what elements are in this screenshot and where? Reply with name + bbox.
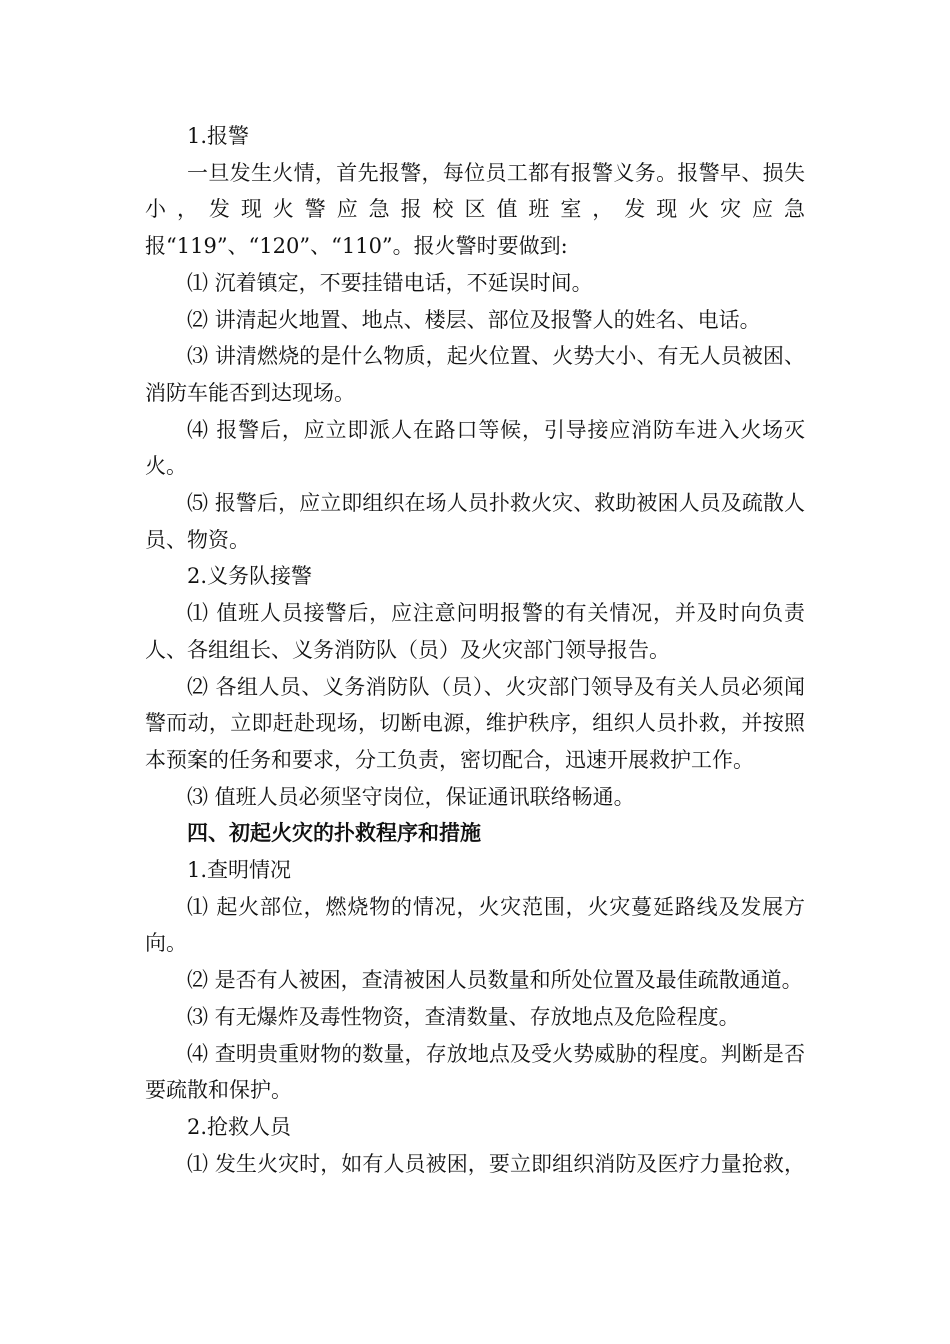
document-body (145, 118, 805, 1182)
list-item: ⑶ 讲清燃烧的是什么物质，起火位置、火势大小、有无人员被困、消防车能否到达现场。 (145, 344, 805, 405)
section-heading: 四、初起火灾的扑救程序和措施 (187, 820, 481, 846)
list-item: ⑴ 发生火灾时，如有人员被困，要立即组织消防及医疗力量抢救， (187, 1151, 805, 1176)
list-item: ⑷ 查明贵重财物的数量，存放地点及受火势威胁的程度。判断是否要疏散和保护。 (145, 1041, 805, 1103)
list-item: ⑵ 讲清起火地置、地点、楼层、部位及报警人的姓名、电话。 (187, 307, 761, 332)
list-item: ⑴ 沉着镇定，不要挂错电话，不延误时间。 (187, 270, 593, 295)
subheading-rescue: 2.抢救人员 (187, 1114, 292, 1139)
subheading-report-alarm: 1.报警 (187, 124, 250, 148)
list-item: ⑶ 有无爆炸及毒性物资，查清数量、存放地点及危险程度。 (187, 1004, 740, 1029)
list-item: ⑷ 报警后，应立即派人在路口等候，引导接应消防车进入火场灭火。 (145, 417, 805, 479)
subheading-investigate: 1.查明情况 (187, 858, 292, 883)
list-item: ⑴ 起火部位，燃烧物的情况，火灾范围，火灾蔓延路线及发展方向。 (145, 894, 805, 956)
list-item: ⑶ 值班人员必须坚守岗位，保证通讯联络畅通。 (187, 784, 635, 809)
list-item: ⑵ 是否有人被困，查清被困人员数量和所处位置及最佳疏散通道。 (187, 968, 803, 993)
list-item: ⑴ 值班人员接警后，应注意问明报警的有关情况，并及时向负责人、各组组长、义务消防队（员）及火灾部门领导报告。 (145, 601, 805, 662)
subheading-volunteer-team: 2.义务队接警 (187, 564, 313, 589)
list-item: ⑵ 各组人员、义务消防队（员）、火灾部门领导及有关人员必须闻警而动，立即赶赴现场，切断电源，维护秩序，组织人员扑救，并按照本预案的任务和要求，分工负责，密切配合，迅速开展救护工作。 (145, 674, 805, 772)
list-item: ⑸ 报警后，应立即组织在场人员扑救火灾、救助被困人员及疏散人员、物资。 (145, 491, 805, 552)
paragraph: 一旦发生火情，首先报警，每位员工都有报警义务。报警早、损失小，发现火警应急报校区值班室，发现火灾应急报“119”、“120”、“110”。报火警时要做到: (145, 160, 805, 259)
